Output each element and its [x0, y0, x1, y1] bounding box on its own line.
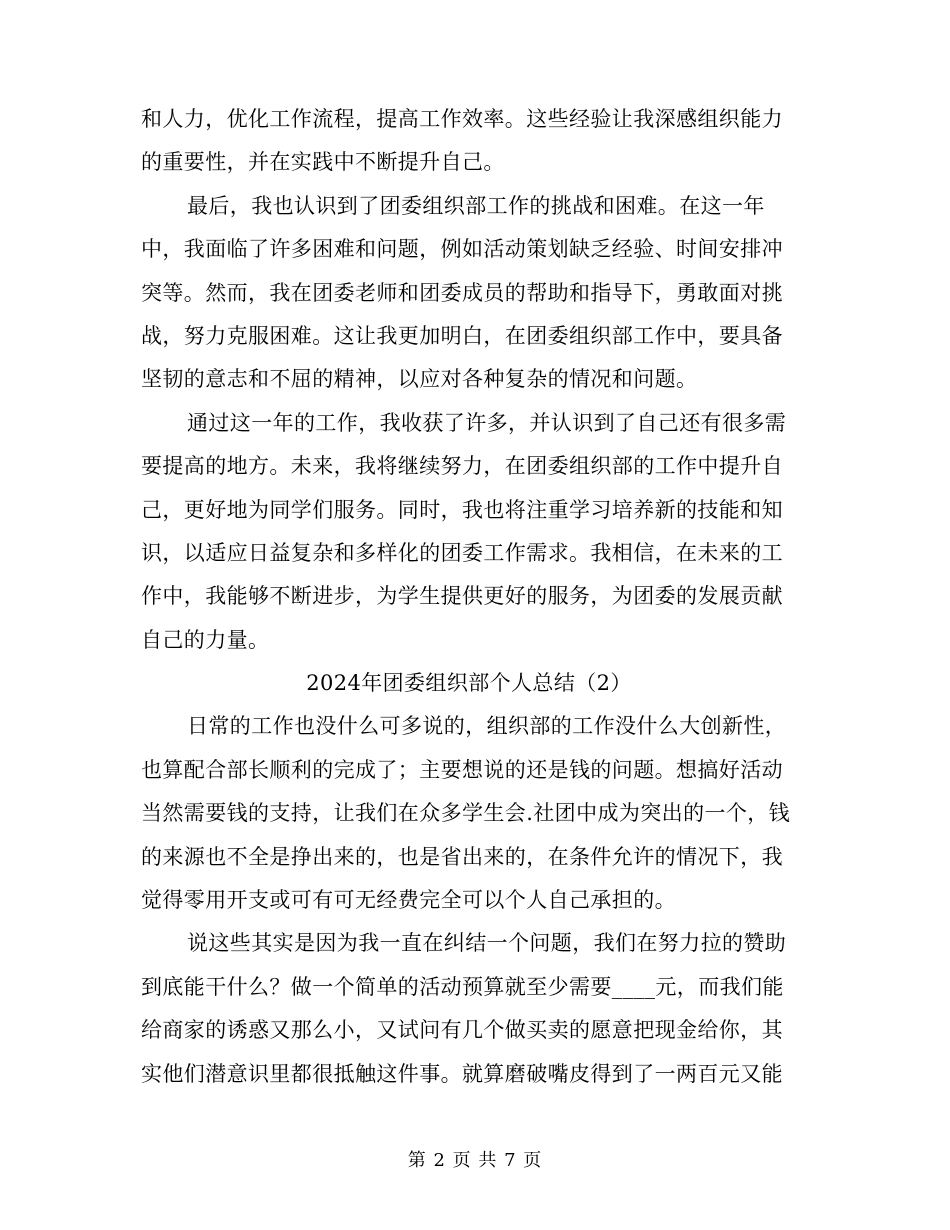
paragraph-5 [141, 922, 821, 1096]
text-line: 和人力，优化工作流程，提高工作效率。这些经验让我深感组织能力 [141, 107, 783, 131]
text-line: 要提高的地方。未来，我将继续努力，在团委组织部的工作中提升自 [141, 454, 783, 479]
text-line: 作中，我能够不断进步，为学生提供更好的服务，为团委的发展贡献 [141, 584, 783, 609]
text-line: 当然需要钱的支持，让我们在众多学生会.社团中成为突出的一个，钱 [141, 801, 791, 826]
text-line: 觉得零用开支或可有可无经费完全可以个人自己承担的。 [141, 888, 676, 913]
text-line: 日常的工作也没什么可多说的，组织部的工作没什么大创新性， [187, 714, 787, 739]
text-line: 突等。然而，我在团委老师和团委成员的帮助和指导下，勇敢面对挑 [141, 280, 783, 305]
text-line: 中，我面临了许多困难和问题，例如活动策划缺乏经验、时间安排冲 [141, 237, 783, 262]
text-line: 自己的力量。 [141, 627, 270, 652]
text-line: 己，更好地为同学们服务。同时，我也将注重学习培养新的技能和知 [141, 497, 783, 522]
page-number-footer: 第 2 页 共 7 页 [407, 1150, 543, 1171]
paragraph-4 [141, 705, 821, 922]
text-line: 也算配合部长顺利的完成了；主要想说的还是钱的问题。想搞好活动 [141, 757, 783, 782]
text-line: 最后，我也认识到了团委组织部工作的挑战和困难。在这一年 [187, 193, 765, 218]
text-line: 说这些其实是因为我一直在纠结一个问题，我们在努力拉的赞助 [187, 931, 787, 956]
paragraph-2 [141, 185, 821, 402]
section-heading: 2024年团委组织部个人总结（2） [306, 671, 632, 696]
document-body [141, 98, 821, 1096]
text-line: 战，努力克服困难。这让我更加明白，在团委组织部工作中，要具备 [141, 323, 783, 348]
text-line: 给商家的诱惑又那么小，又试问有几个做买卖的愿意把现金给你，其 [141, 1018, 783, 1043]
paragraph-3 [141, 402, 821, 662]
text-line: 到底能干什么？做一个简单的活动预算就至少需要____元，而我们能 [141, 974, 784, 999]
text-line: 的重要性，并在实践中不断提升自己。 [141, 150, 505, 175]
text-line: 通过这一年的工作，我收获了许多，并认识到了自己还有很多需 [187, 410, 787, 435]
text-line: 的来源也不全是挣出来的，也是省出来的，在条件允许的情况下，我 [141, 844, 783, 869]
text-line: 识，以适应日益复杂和多样化的团委工作需求。我相信，在未来的工 [141, 540, 783, 565]
paragraph-1 [141, 98, 821, 185]
text-line: 实他们潜意识里都很抵触这件事。就算磨破嘴皮得到了一两百元又能 [141, 1061, 783, 1086]
text-line: 坚韧的意志和不屈的精神，以应对各种复杂的情况和问题。 [141, 367, 698, 392]
